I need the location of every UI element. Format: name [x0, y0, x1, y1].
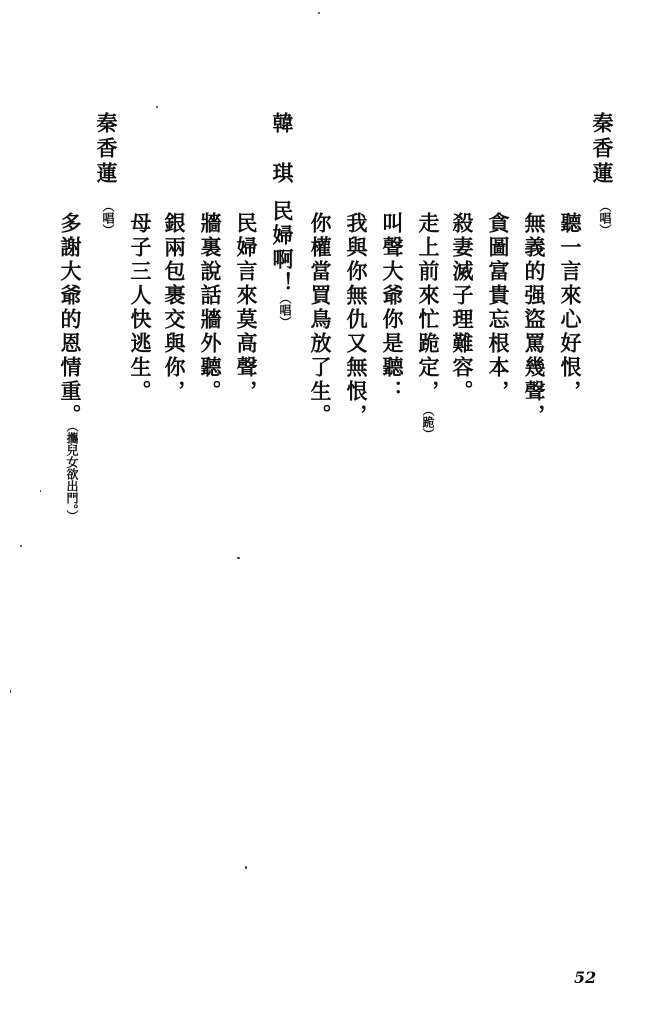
dialogue-line: 叫聲大爺你是聽： — [380, 212, 405, 404]
scan-speck — [156, 106, 158, 108]
stage-direction-sing-3: （唱） — [101, 200, 115, 236]
stage-direction-kneel: （跪） — [421, 404, 435, 440]
scan-speck — [245, 866, 247, 869]
stage-direction-exit: （攜兒女欲出門。） — [65, 420, 79, 522]
dialogue-line: 我與你無仇又無恨， — [344, 212, 369, 428]
dialogue-line: 走上前來忙跪定， — [416, 212, 441, 404]
stage-direction-sing-1: （唱） — [598, 200, 612, 236]
scan-speck — [40, 490, 41, 492]
dialogue-line: 貪圖富貴忘根本， — [486, 212, 511, 404]
speaker-qin-xianglian-1: 秦香蓮 — [590, 112, 615, 187]
dialogue-line: 母子三人快逃生。 — [128, 212, 153, 404]
dialogue-line: 牆裏說話牆外聽。 — [198, 212, 223, 404]
speaker-qin-xianglian-2: 秦香蓮 — [94, 112, 119, 187]
dialogue-line: 民婦啊！ — [270, 200, 295, 296]
dialogue-line: 無義的强盜罵幾聲， — [522, 212, 547, 428]
dialogue-line: 殺妻滅子理難容。 — [450, 212, 475, 404]
speaker-han-qi: 韓 琪 — [270, 112, 295, 187]
dialogue-line: 聽一言來心好恨， — [558, 212, 583, 404]
scan-speck — [20, 545, 22, 547]
page-number: 52 — [574, 968, 597, 987]
dialogue-line: 民婦言來莫高聲， — [234, 212, 259, 404]
scan-speck — [318, 12, 320, 14]
dialogue-line: 銀兩包裹交與你， — [162, 212, 187, 404]
scan-speck — [237, 557, 240, 559]
stage-direction-sing-2: （唱） — [278, 292, 292, 328]
dialogue-line: 多謝大爺的恩情重。 — [58, 212, 83, 428]
scan-speck — [10, 690, 11, 693]
dialogue-line: 你權當買鳥放了生。 — [308, 212, 333, 428]
